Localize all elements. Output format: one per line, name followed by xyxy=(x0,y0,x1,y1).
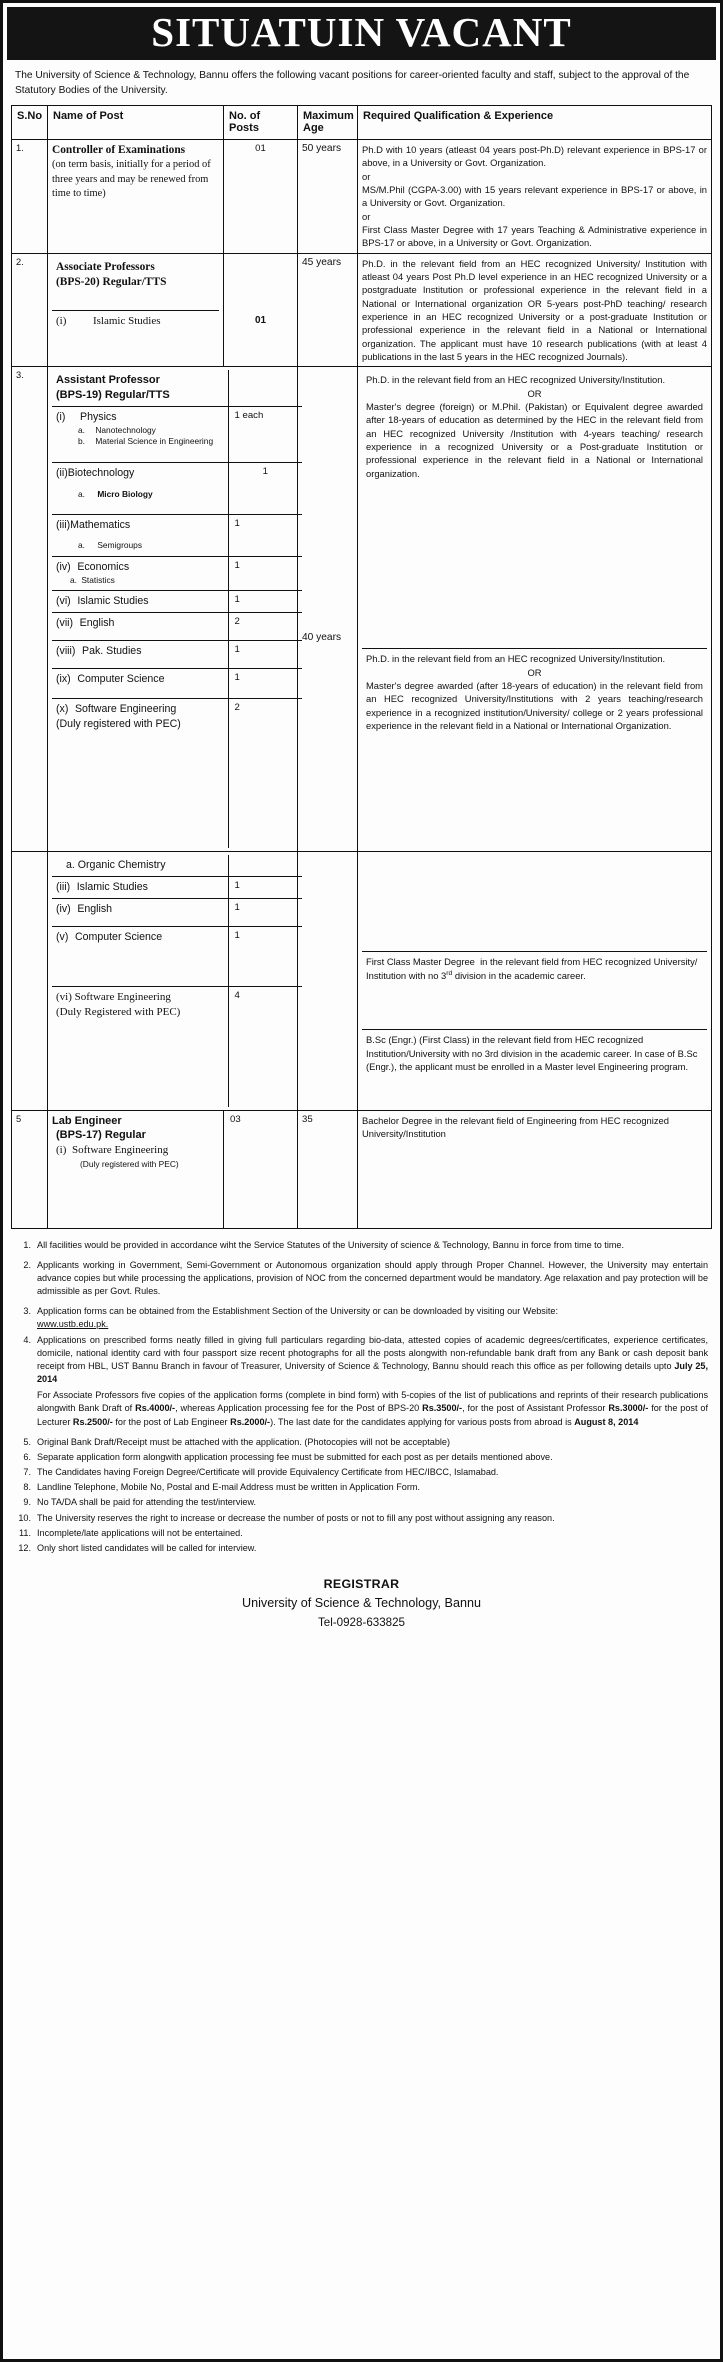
subject-name: Computer Science xyxy=(74,931,163,943)
subject-label: (i) xyxy=(56,411,66,424)
row3-age: 40 years xyxy=(302,632,342,644)
child-letter: b. xyxy=(78,436,85,447)
note-item xyxy=(15,1239,708,1252)
table-row xyxy=(12,367,712,852)
note3-body: Application forms can be obtained from the Establishment Section of the University or can be downloaded by visiting our Website: xyxy=(37,1306,558,1317)
note-text xyxy=(37,1305,708,1331)
row4-se-count: 4 xyxy=(228,987,302,1107)
subject-label: (vi) xyxy=(56,595,71,608)
fee-lecturer: Rs.2500/- xyxy=(72,1416,113,1427)
row1-qualification xyxy=(358,139,712,253)
note4-text-c: , whereas Application processing fee for the Post of BPS-20 xyxy=(175,1403,423,1414)
row4-subject-organicchemistry xyxy=(52,855,302,876)
row3-subject-name xyxy=(52,640,228,668)
note-text: The University reserves the right to increase or decrease the number of posts or not to fill any post without assigning any reason. xyxy=(37,1512,555,1523)
row3-qualification xyxy=(358,367,712,852)
subject-name: a. Organic Chemistry xyxy=(66,859,166,872)
header-post: Name of Post xyxy=(48,105,224,139)
row2-age: 45 years xyxy=(298,253,358,367)
row3-subject-computerscience xyxy=(52,668,302,698)
note-text: Incomplete/late applications will not be entertained. xyxy=(37,1527,243,1538)
note-item xyxy=(15,1512,708,1525)
note4-text-a: Applications on prescribed forms neatly filled in giving full particulars regarding bio-data, attested copies of academic degrees/certificates, experience certificates, domicile, national identity card with four passport size recent photographs for all the posts alongwith non-refundable bank draft from any Bank or cash deposit bank receipt from HBL, UST Bannu Branch in favour of Treasurer, University of Science & Technology, Bannu should reach this office as per following details upto xyxy=(37,1334,708,1371)
row1-post-title: Controller of Examinations xyxy=(52,143,186,156)
subject-child xyxy=(56,425,224,436)
row3-post-title: Assistant Professor xyxy=(56,374,160,387)
row5-sub-name: Software Engineering xyxy=(71,1144,169,1157)
child-name: Micro Biology xyxy=(97,488,153,499)
row3-subject-count: 1 each xyxy=(228,407,302,463)
note-item xyxy=(15,1305,708,1331)
note-number: 9. xyxy=(23,1497,31,1508)
row3-subject-name xyxy=(52,463,228,515)
row4-se-label: (vi) Software Engineering xyxy=(56,991,171,1003)
row2-sno: 2. xyxy=(12,253,48,367)
subject-child xyxy=(56,436,224,447)
header-posts: No. of Posts xyxy=(224,105,298,139)
subject-name: Economics xyxy=(77,561,130,574)
row4-subject-count xyxy=(228,855,302,876)
header-age: Maximum Age xyxy=(298,105,358,139)
row3-subject-physics xyxy=(52,407,302,463)
fee-bps20: Rs.3500/- xyxy=(422,1403,463,1414)
row3-subject-mathematics xyxy=(52,515,302,557)
child-letter: a. xyxy=(78,424,85,435)
row4-subject-name xyxy=(52,877,228,899)
note-item xyxy=(15,1481,708,1494)
header-qualification: Required Qualification & Experience xyxy=(358,105,712,139)
subject-name: Physics xyxy=(80,411,117,424)
note-text: The Candidates having Foreign Degree/Certificate will provide Equivalency Certificate from HEC/IBCC, Islamabad. xyxy=(37,1467,499,1478)
row3-subject-count: 2 xyxy=(228,698,302,848)
note-number: 6. xyxy=(23,1451,31,1462)
subject-child xyxy=(56,489,224,500)
row4-subjects-table xyxy=(52,855,302,1106)
row2-post-title2: (BPS-20) Regular/TTS xyxy=(56,275,167,288)
row3-subject-english xyxy=(52,612,302,640)
row3-subject-softwareengineering xyxy=(52,698,302,848)
row4-subject-computerscience xyxy=(52,927,302,987)
row5-post xyxy=(48,1110,224,1228)
notes-list xyxy=(3,1229,720,1562)
row3-post-titles xyxy=(52,370,228,406)
row3-sno: 3. xyxy=(12,367,48,852)
row2-post-header xyxy=(52,257,219,311)
note-item xyxy=(15,1451,708,1464)
deadline-date: July 25, 2014 xyxy=(37,1360,708,1385)
row4-qual-bsc: B.Sc (Engr.) (First Class) in the relevant field from HEC recognized Institution/University with no 3rd division in the academic career. In case of B.Sc (Engr.), the applicant must be enrolled in a Master level Engineering program. xyxy=(362,1029,707,1076)
row4-se-label2: (Duly Registered with PEC) xyxy=(56,1006,181,1019)
fee-associate: Rs.4000/- xyxy=(135,1403,176,1414)
row5-sno: 5 xyxy=(12,1110,48,1228)
note4-text-e: for the post of Lecturer xyxy=(37,1403,708,1427)
row3-subjects-table xyxy=(52,370,302,848)
row1-sno: 1. xyxy=(12,139,48,253)
row2-subject xyxy=(52,311,219,333)
row4-se-name xyxy=(52,987,228,1107)
row2-qualification: Ph.D. in the relevant field from an HEC recognized University/ Institution with atleast 04 years Post Ph.D level experience in an HEC recognized University or a postgraduate Institution or professional experience in the relevant field in a National or International organization OR 5-years post-PhD teaching/ research experience in an HEC recognized University or a post-graduate Institution or professional experience in the relevant field in a National or International organization. The applicant must have 10 research publications (with at least 4 publications in the last 5 years in the HEC recognized Journals). xyxy=(358,253,712,367)
row5-sub xyxy=(52,1143,219,1158)
note-item xyxy=(15,1496,708,1509)
page-title: SITUATUIN VACANT xyxy=(151,9,572,55)
row3-post-count-blank xyxy=(228,370,302,406)
note-number: 12. xyxy=(18,1542,31,1553)
note-text: All facilities would be provided in accordance wiht the Service Statutes of the University of science & Technology, Bannu in force from time to time. xyxy=(37,1239,625,1250)
note-number: 8. xyxy=(23,1482,31,1493)
note4-paragraph-2 xyxy=(37,1389,708,1429)
row4-subject-softwareengineering xyxy=(52,987,302,1107)
row1-qual-or-2: or xyxy=(362,210,371,222)
row1-qual-or-1: or xyxy=(362,170,371,182)
row1-qual-1: Ph.D with 10 years (atleast 04 years post-Ph.D) relevant experience in BPS-17 or above, in a University or Govt. Organization. xyxy=(362,143,707,169)
row1-posts: 01 xyxy=(224,139,298,253)
note-item xyxy=(15,1527,708,1540)
fee-lab-engineer: Rs.2000/- xyxy=(230,1416,271,1427)
note-number: 3. xyxy=(23,1306,31,1317)
note-number: 10. xyxy=(18,1512,31,1523)
row2-posts: 01 xyxy=(254,314,267,326)
row2-subject-row xyxy=(52,311,219,333)
subject-label: (iv) xyxy=(56,561,71,574)
note-text: Landline Telephone, Mobile No, Postal and E-mail Address must be written in Application Form. xyxy=(37,1482,420,1493)
child-letter: a. xyxy=(78,539,85,550)
note-item xyxy=(15,1334,708,1429)
row3-qual-block-b xyxy=(362,648,707,732)
abroad-deadline-date: August 8, 2014 xyxy=(574,1416,639,1427)
note4-text-d: , for the post of Assistant Professor xyxy=(462,1403,609,1414)
note-number: 7. xyxy=(23,1467,31,1478)
row1-post-sub: (on term basis, initially for a period of three years and may be renewed from time to time) xyxy=(52,159,211,200)
row3-subject-count: 2 xyxy=(228,612,302,640)
row4-subject-name xyxy=(52,899,228,927)
row4-qual-spacer xyxy=(362,855,707,951)
note4-text-b: For Associate Professors five copies of the application forms (complete in bind form) with 5-copies of the list of publications and reprints of their research publications alongwith Bank Draft of xyxy=(37,1390,708,1414)
row2-post xyxy=(48,253,224,367)
row1-age: 50 years xyxy=(298,139,358,253)
subject-label: (viii) xyxy=(56,644,76,657)
note-text: Original Bank Draft/Receipt must be attached with the application. (Photocopies will not be acceptable) xyxy=(37,1436,450,1447)
row4-subject-count: 1 xyxy=(228,877,302,899)
row5-qualification: Bachelor Degree in the relevant field of Engineering from HEC recognized University/Institution xyxy=(358,1110,712,1228)
ordinal-suffix: rd xyxy=(446,969,453,977)
row3-subject-count: 1 xyxy=(228,640,302,668)
signature-block xyxy=(3,1561,720,1648)
subject-label: (vii) xyxy=(56,616,74,629)
row4-subject-count: 1 xyxy=(228,927,302,987)
row3-qual-a-1: Ph.D. in the relevant field from an HEC recognized University/Institution. xyxy=(366,374,666,386)
table-row xyxy=(12,139,712,253)
note-number: 1. xyxy=(23,1239,31,1250)
registrar-label: REGISTRAR xyxy=(323,1577,400,1592)
note-number: 4. xyxy=(23,1334,31,1345)
row1-qual-3: First Class Master Degree with 17 years Teaching & Administrative experience in BPS-17 or above, in a University or Govt. Organization. xyxy=(362,223,707,249)
row5-posts: 03 xyxy=(224,1110,298,1228)
note4-text-g: ). The last date for the candidates applying for various posts from abroad is xyxy=(270,1416,575,1427)
note-number: 2. xyxy=(23,1259,31,1270)
row3-subject-pakstudies xyxy=(52,640,302,668)
note-item xyxy=(15,1436,708,1449)
subject-label: (ii) xyxy=(56,467,68,480)
subject-name: Islamic Studies xyxy=(77,595,149,608)
subject-label: (iii) xyxy=(56,519,71,532)
note-text xyxy=(37,1334,708,1429)
subject-name2: (Duly registered with PEC) xyxy=(56,717,181,730)
row2-sub-label: (i) xyxy=(56,315,67,328)
subject-child xyxy=(56,540,224,551)
row2-post-nested xyxy=(52,257,219,333)
table-row xyxy=(12,253,712,367)
subject-name: Computer Science xyxy=(77,672,165,685)
row4-age xyxy=(298,852,358,1110)
organization-name: University of Science & Technology, Bannu xyxy=(242,1596,481,1611)
note-item xyxy=(15,1542,708,1555)
row5-sub-name2: (Duly registered with PEC) xyxy=(80,1158,179,1169)
row5-sub-label: (i) xyxy=(56,1144,67,1157)
row4-subject-english xyxy=(52,899,302,927)
row1-qual-2: MS/M.Phil (CGPA-3.00) with 15 years relevant experience in BPS-17 or above, in a University or Govt. Organization. xyxy=(362,183,707,209)
table-header-row xyxy=(12,105,712,139)
row3-qual-b-or: OR xyxy=(527,666,542,678)
note-number: 5. xyxy=(23,1436,31,1447)
subject-name: English xyxy=(79,616,115,629)
subject-name: Mathematics xyxy=(70,519,131,532)
row3-subject-name xyxy=(52,515,228,557)
telephone-number: Tel-0928-633825 xyxy=(317,1615,406,1629)
vacancy-table xyxy=(11,105,712,1229)
masthead-banner xyxy=(7,7,716,60)
row5-post-title2: (BPS-17) Regular xyxy=(56,1129,146,1142)
intro-paragraph: The University of Science & Technology, Bannu offers the following vacant positions for career-oriented faculty and staff, subject to the approval of the Statutory Bodies of the University. xyxy=(15,70,690,97)
note-text: Separate application form alongwith application processing fee must be submitted for each post as per details mentioned above. xyxy=(37,1451,553,1462)
child-name: Statistics xyxy=(81,574,115,585)
row1-post xyxy=(48,139,224,253)
row3-subject-name xyxy=(52,407,228,463)
table-row xyxy=(12,1110,712,1228)
row2-post-title: Associate Professors xyxy=(56,260,155,273)
child-name: Material Science in Engineering xyxy=(95,436,214,447)
header-sno: S.No xyxy=(12,105,48,139)
subject-name: Software Engineering xyxy=(74,702,177,715)
row3-qual-b-1: Ph.D. in the relevant field from an HEC recognized University/Institution. xyxy=(366,653,666,665)
row4-subject-name xyxy=(52,855,228,876)
child-letter: a. xyxy=(70,574,77,585)
subject-name: Pak. Studies xyxy=(82,644,142,657)
fee-assistant-professor: Rs.3000/- xyxy=(608,1403,649,1414)
row3-qual-b-2: Master's degree awarded (after 18-years of education) in the relevant field from an HEC recognized University/Institutions with 2 years teaching/research experience in a recognized institution/University/ college or 2 years professional experience in the relevant field in a National or International Organization. xyxy=(366,680,703,732)
row4-subject-islamicstudies xyxy=(52,877,302,899)
table-row xyxy=(12,852,712,1110)
row3-post-title2: (BPS-19) Regular/TTS xyxy=(56,389,170,402)
subject-label: (iii) xyxy=(56,881,71,894)
row3-age-cell xyxy=(298,367,358,852)
row3-qual-block-a xyxy=(362,370,707,648)
row3-subject-name xyxy=(52,698,228,848)
row4-subject-count: 1 xyxy=(228,899,302,927)
row3-post-header xyxy=(52,370,302,406)
row4-subject-name xyxy=(52,927,228,987)
row3-post xyxy=(48,367,298,852)
row3-subject-name xyxy=(52,557,228,591)
child-name: Nanotechnology xyxy=(95,424,156,435)
row3-subject-count: 1 xyxy=(228,463,302,515)
note4-text-f: for the post of Lab Engineer xyxy=(112,1416,231,1427)
note-text: No TA/DA shall be paid for attending the test/interview. xyxy=(37,1497,257,1508)
note-text: Applicants working in Government, Semi-Government or Autonomous organization should apply through Proper Channel. However, the University may entertain advance copies but while processing the applications, provision of NOC from the concerned department would be mandatory. Age relaxation and pay protection will be admissible as per Govt. Rules. xyxy=(37,1259,708,1297)
row2-sub-name: Islamic Studies xyxy=(92,315,161,328)
subject-name: Biotechnology xyxy=(67,467,135,480)
row3-qual-a-2: Master's degree (foreign) or M.Phil. (Pakistan) or Equivalent degree awarded after 18-years of education as determined by the HEC in the relevant field from an HEC recognized University /Institution with 4-years teaching/ research experience in a recognized University or a Post-graduate Institution or professional experience in the relevant field in a National or International organization. xyxy=(366,401,703,479)
row3-subject-economics xyxy=(52,557,302,591)
row3-subject-biotechnology xyxy=(52,463,302,515)
row5-post-title: Lab Engineer xyxy=(52,1114,122,1127)
subject-child xyxy=(56,575,224,586)
subject-label: (x) xyxy=(56,702,69,715)
row3-qual-a-or: OR xyxy=(527,387,542,399)
note-item xyxy=(15,1466,708,1479)
child-letter: a. xyxy=(78,488,85,499)
note-text: Only short listed candidates will be called for interview. xyxy=(37,1542,257,1553)
note-item xyxy=(15,1259,708,1299)
row3-subject-count: 1 xyxy=(228,668,302,698)
row3-subject-count: 1 xyxy=(228,515,302,557)
subject-name: English xyxy=(77,903,113,915)
row5-age: 35 xyxy=(298,1110,358,1228)
row4-qual-master: First Class Master Degree in the relevant field from HEC recognized University/ Institution with no 3rd division in the academic career. xyxy=(362,951,707,1029)
row3-subject-name xyxy=(52,668,228,698)
row3-subject-count: 1 xyxy=(228,591,302,613)
row3-subject-name xyxy=(52,591,228,613)
note-number: 11. xyxy=(19,1527,31,1538)
subject-label: (ix) xyxy=(56,672,71,685)
row2-post-titles xyxy=(52,257,219,311)
row3-subject-name xyxy=(52,612,228,640)
row3-subject-count: 1 xyxy=(228,557,302,591)
row4-sno xyxy=(12,852,48,1110)
row4-qualification xyxy=(358,852,712,1110)
row4-post xyxy=(48,852,298,1110)
subject-label: (v) xyxy=(56,931,69,943)
subject-label: (iv) xyxy=(56,903,71,915)
row3-subject-islamic xyxy=(52,591,302,613)
subject-name: Islamic Studies xyxy=(76,881,148,894)
row2-posts-cell xyxy=(224,253,298,367)
child-name: Semigroups xyxy=(97,539,143,550)
website-link[interactable]: www.ustb.edu.pk. xyxy=(37,1319,109,1330)
